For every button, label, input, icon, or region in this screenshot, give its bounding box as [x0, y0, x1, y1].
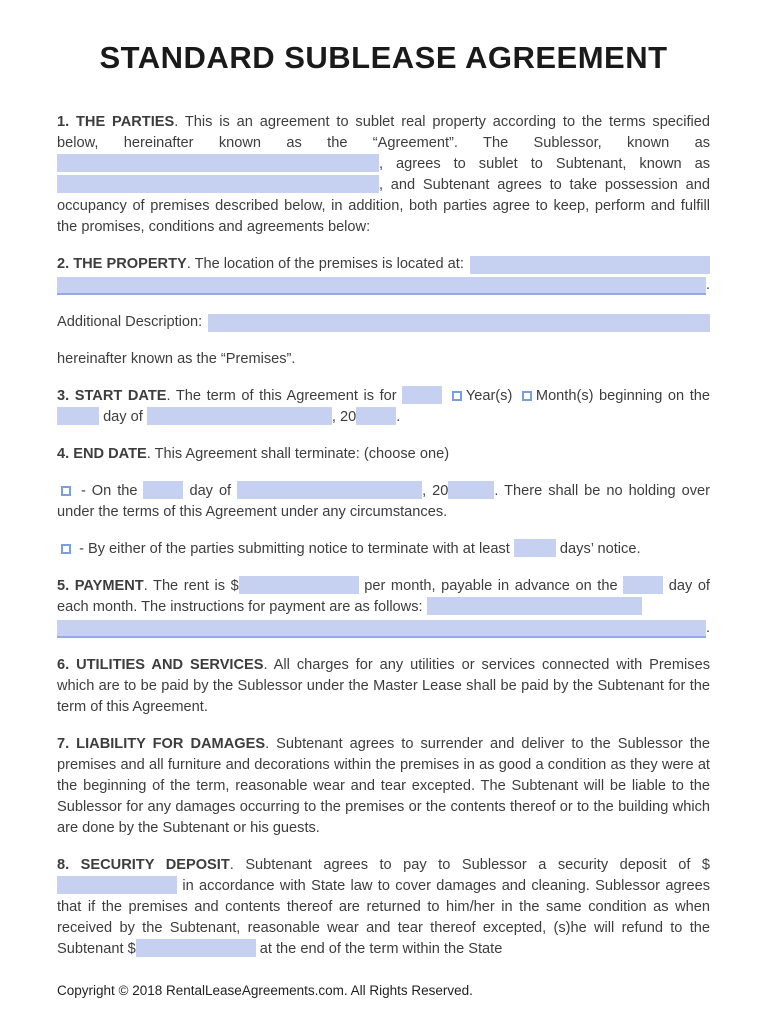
- utilities-heading: 6. UTILITIES AND SERVICES: [57, 657, 264, 673]
- section-property: [57, 254, 710, 296]
- security-text-1: . Subtenant agrees to pay to Sublessor a security deposit of $: [229, 857, 710, 873]
- blank-end-year[interactable]: [448, 481, 494, 499]
- start-date-day-of: day of: [103, 409, 143, 425]
- start-date-year-prefix: , 20: [331, 409, 357, 425]
- payment-text-1: . The rent is $: [143, 578, 239, 594]
- months-label: Month(s) beginning on the: [535, 388, 711, 404]
- option1-suffix: . There shall be no holding over under the terms of this Agreement under any circumstances.: [57, 483, 710, 520]
- blank-sublessor-name[interactable]: [57, 154, 379, 172]
- utilities-body: . All charges for any utilities or services connected with Premises which are to be paid by the Sublessor under the Master Lease shall be paid by the Subtenant for the term of this Agreement.: [57, 657, 710, 715]
- end-date-option-1: [57, 481, 710, 523]
- premises-note: hereinafter known as the “Premises”.: [57, 351, 296, 367]
- property-heading: 2. THE PROPERTY: [57, 256, 187, 272]
- section-start-date: [57, 386, 710, 428]
- blank-start-year[interactable]: [356, 407, 396, 425]
- blank-start-month[interactable]: [147, 407, 332, 425]
- end-date-heading: 4. END DATE: [57, 446, 147, 462]
- payment-heading: 5. PAYMENT: [57, 578, 144, 594]
- end-date-option-2: [57, 539, 710, 560]
- option1-day-of: day of: [189, 483, 232, 499]
- blank-refund-amount[interactable]: [136, 939, 256, 957]
- section-liability: [57, 734, 710, 839]
- blank-payment-instructions-line2[interactable]: [57, 620, 706, 638]
- years-label: Year(s): [465, 388, 513, 404]
- blank-payment-instructions-line1[interactable]: [427, 597, 642, 615]
- blank-security-deposit-amount[interactable]: [57, 876, 177, 894]
- page-title: STANDARD SUBLEASE AGREEMENT: [99, 40, 668, 75]
- option1-year-prefix: , 20: [422, 483, 449, 499]
- blank-term-length[interactable]: [402, 386, 442, 404]
- blank-start-day[interactable]: [57, 407, 99, 425]
- months-checkbox[interactable]: [522, 391, 532, 401]
- blank-additional-description[interactable]: [208, 314, 710, 332]
- security-heading: 8. SECURITY DEPOSIT: [57, 857, 230, 873]
- property-period: .: [705, 277, 710, 293]
- parties-text-1: . This is an agreement to sublet real property according to the terms specified below, hereinafter known as the “Agreement”. The Sublessor, known as: [57, 114, 710, 151]
- option2-suffix: days’ notice.: [559, 541, 641, 557]
- section-payment: [57, 576, 710, 639]
- liability-body: . Subtenant agrees to surrender and deliver to the Sublessor the premises and all furniture and decorations within the premises in as good a condition as they were at the beginning of the term, reasonable wear and tear excepted. The Subtenant will be liable to the Sublessor for any damages occurring to the premises or the contents thereof or to the building which are done by the Subtenant or his guests.: [57, 736, 710, 836]
- additional-description-label: Additional Description:: [57, 314, 203, 330]
- section-end-date: [57, 444, 710, 465]
- blank-property-address-line2[interactable]: [57, 277, 706, 295]
- option2-prefix: - By either of the parties submitting notice to terminate with at least: [79, 541, 510, 557]
- end-date-option2-checkbox[interactable]: [61, 544, 71, 554]
- parties-text-3: , and Subtenant agrees to take possession and occupancy of premises described below, in addition, both parties agree to keep, perform and fulfill the promises, conditions and agreements below:: [57, 177, 710, 235]
- blank-property-address-line1[interactable]: [470, 256, 710, 274]
- blank-subtenant-name[interactable]: [57, 175, 379, 193]
- start-date-text-1: . The term of this Agreement is for: [166, 388, 397, 404]
- payment-period: .: [705, 620, 710, 636]
- end-date-text-1: . This Agreement shall terminate: (choose one): [146, 446, 450, 462]
- section-parties: [57, 112, 710, 238]
- blank-payment-day[interactable]: [623, 576, 663, 594]
- footer-copyright: Copyright © 2018 RentalLeaseAgreements.com. All Rights Reserved.: [57, 983, 473, 998]
- liability-heading: 7. LIABILITY FOR DAMAGES: [57, 736, 266, 752]
- section-security-deposit: [57, 855, 710, 960]
- section-utilities: [57, 655, 710, 718]
- blank-rent-amount[interactable]: [239, 576, 359, 594]
- security-text-3: at the end of the term within the State: [259, 941, 503, 957]
- additional-description-row: [57, 312, 710, 333]
- end-date-option1-checkbox[interactable]: [61, 486, 71, 496]
- option1-prefix: - On the: [80, 483, 138, 499]
- parties-heading: 1. THE PARTIES: [57, 114, 175, 130]
- start-date-heading: 3. START DATE: [57, 388, 167, 404]
- payment-text-2: per month, payable in advance on the: [364, 578, 618, 594]
- payment-text-3: day of each month. The instructions for payment are as follows:: [57, 578, 710, 615]
- property-text-1: . The location of the premises is located at:: [186, 256, 464, 272]
- blank-end-month[interactable]: [237, 481, 422, 499]
- start-date-end: .: [396, 409, 401, 425]
- blank-notice-days[interactable]: [514, 539, 556, 557]
- years-checkbox[interactable]: [452, 391, 462, 401]
- parties-text-2: , agrees to sublet to Subtenant, known as: [379, 156, 710, 172]
- blank-end-day[interactable]: [143, 481, 183, 499]
- security-text-2: in accordance with State law to cover damages and cleaning. Sublessor agrees that if the premises and contents thereof are returned to him/her in the same condition as when received by the Subtenant, reasonable wear and tear thereof excepted, (s)he will refund to the Subtenant $: [57, 878, 710, 957]
